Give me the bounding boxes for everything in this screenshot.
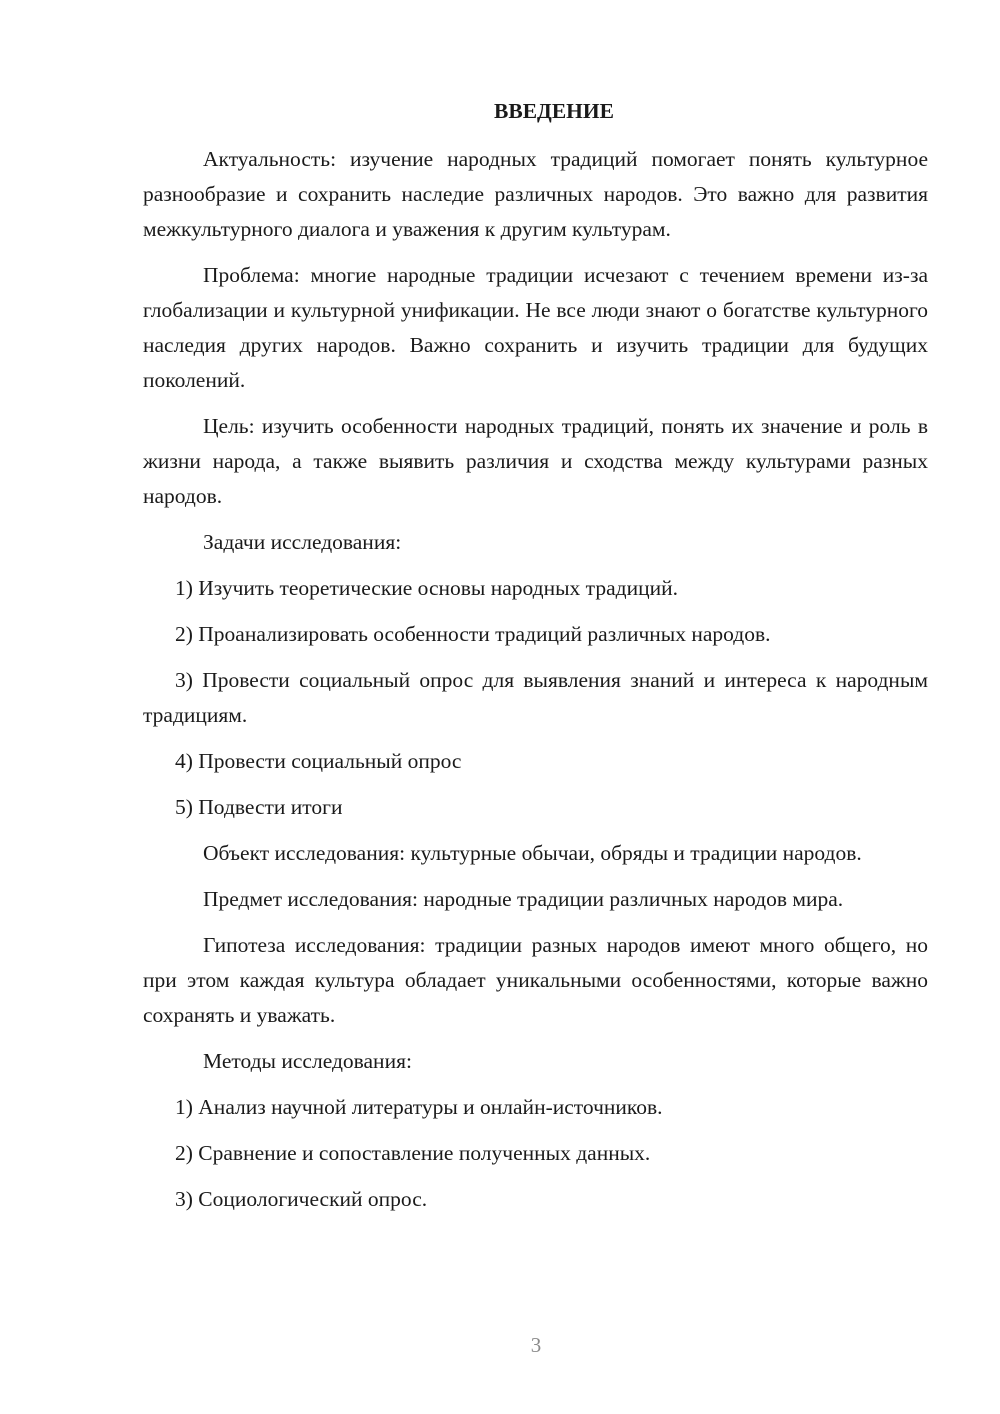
task-item-3: 3) Провести социальный опрос для выявления знаний и интереса к народным традициям. [143, 668, 928, 727]
task-item-4: 4) Провести социальный опрос [175, 749, 462, 773]
methods-heading: Методы исследования: [203, 1049, 412, 1073]
tasks-heading: Задачи исследования: [203, 530, 402, 554]
page-content [143, 96, 928, 1228]
task-item-2: 2) Проанализировать особенности традиций различных народов. [175, 622, 771, 646]
page-number: 3 [530, 1333, 542, 1357]
method-item-2: 2) Сравнение и сопоставление полученных данных. [175, 1141, 651, 1165]
subject-paragraph: Предмет исследования: народные традиции различных народов мира. [203, 887, 844, 911]
section-heading: ВВЕДЕНИЕ [494, 99, 614, 123]
method-item-3: 3) Социологический опрос. [175, 1187, 428, 1211]
method-item-1: 1) Анализ научной литературы и онлайн-источников. [175, 1095, 663, 1119]
goal-paragraph: Цель: изучить особенности народных традиций, понять их значение и роль в жизни народа, а также выявить различия и сходства между культурами разных народов. [143, 414, 928, 508]
task-item-1: 1) Изучить теоретические основы народных традиций. [175, 576, 678, 600]
problem-paragraph: Проблема: многие народные традиции исчезают с течением времени из-за глобализации и культурной унификации. Не все люди знают о богатстве культурного наследия других народов. Важно сохранить и изучить традиции для будущих поколений. [143, 263, 928, 392]
hypothesis-paragraph: Гипотеза исследования: традиции разных народов имеют много общего, но при этом каждая культура обладает уникальными особенностями, которые важно сохранять и уважать. [143, 933, 928, 1027]
object-paragraph: Объект исследования: культурные обычаи, обряды и традиции народов. [203, 841, 862, 865]
relevance-paragraph: Актуальность: изучение народных традиций помогает понять культурное разнообразие и сохранить наследие различных народов. Это важно для развития межкультурного диалога и уважения к другим культурам. [143, 147, 928, 241]
task-item-5: 5) Подвести итоги [175, 795, 343, 819]
